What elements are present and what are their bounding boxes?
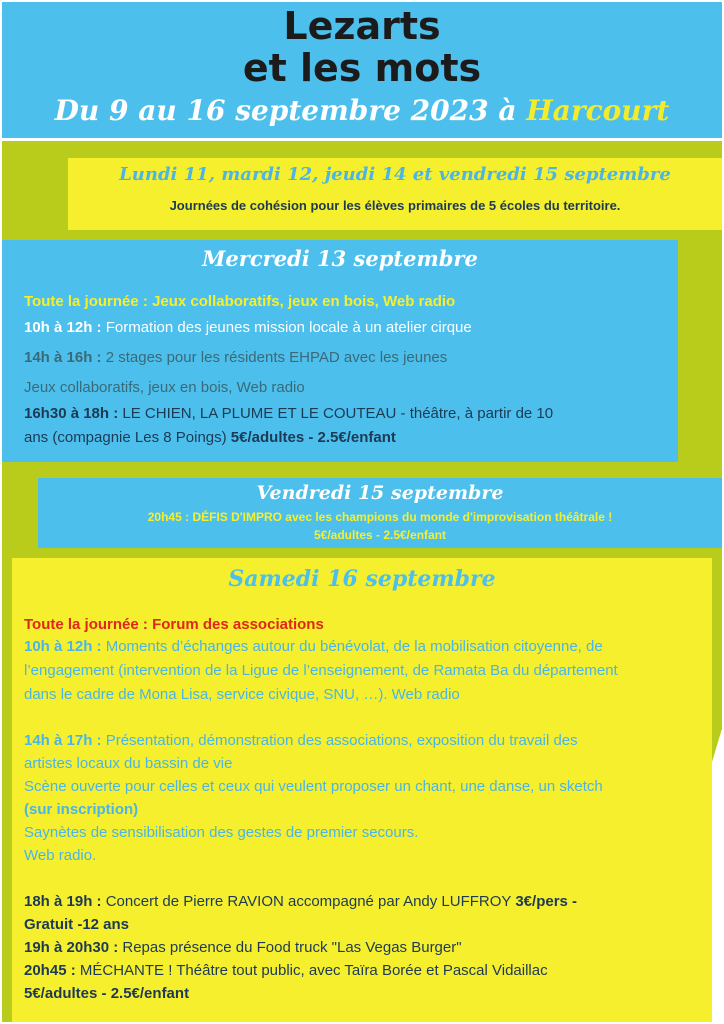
wednesday-slot3-line2 — [24, 428, 668, 448]
header-banner — [2, 2, 722, 141]
weekdays-section — [68, 158, 722, 230]
poster — [2, 2, 722, 1022]
wednesday-slot3 — [24, 404, 668, 424]
wednesday-section — [2, 240, 678, 462]
slot-text: Formation des jeunes mission locale à un atelier cirque — [101, 319, 472, 336]
saturday-slot3-line1 — [24, 891, 706, 913]
saturday-slot2-line2: artistes locaux du bassin de vie — [24, 755, 233, 772]
wednesday-slot2 — [24, 348, 668, 368]
slot-text: Moments d’échanges autour du bénévolat, de la mobilisation citoyenne, de — [101, 638, 603, 655]
slot-text: Présentation, démonstration des associations, exposition du travail des — [101, 732, 578, 749]
friday-price: 5€/adultes - 2.5€/enfant — [313, 528, 447, 542]
slot-text: 2 stages pour les résidents EHPAD avec les jeunes — [101, 349, 448, 366]
event-title-line2: et les mots — [242, 46, 482, 90]
dates-text: Du 9 au 16 septembre 2023 à — [54, 94, 527, 127]
wednesday-slot2-extra: Jeux collaboratifs, jeux en bois, Web radio — [24, 379, 305, 396]
saturday-all-day: Toute la journée : Forum des associations — [24, 616, 324, 633]
saturday-slot4 — [24, 937, 706, 959]
slot-text: MÉCHANTE ! Théâtre tout public, avec Taïra Borée et Pascal Vidaillac — [75, 962, 548, 979]
saturday-slot2-line1 — [24, 730, 706, 752]
slot-text: Repas présence du Food truck "Las Vegas Burger" — [118, 939, 462, 956]
slot-text: LE CHIEN, LA PLUME ET LE COUTEAU - théâtre, à partir de 10 — [122, 405, 554, 422]
saturday-slot1-line3: dans le cadre de Mona Lisa, service civique, SNU, …). Web radio — [24, 686, 460, 703]
friday-line1: 20h45 : DÉFIS D'IMPRO avec les champions du monde d'improvisation théâtrale ! — [147, 510, 613, 524]
saturday-slot2-line6: Web radio. — [24, 847, 97, 864]
wednesday-heading: Mercredi 13 septembre — [202, 246, 478, 271]
friday-section — [38, 478, 722, 548]
saturday-slot5-price: 5€/adultes - 2.5€/enfant — [24, 985, 190, 1002]
saturday-slot2-line3: Scène ouverte pour celles et ceux qui veulent proposer un chant, une danse, un sketch — [24, 778, 603, 795]
slot-time: 14h à 17h : — [24, 732, 102, 749]
saturday-heading: Samedi 16 septembre — [228, 566, 496, 592]
slot-time: 19h à 20h30 : — [24, 939, 119, 956]
saturday-slot5 — [24, 960, 706, 982]
event-dates — [2, 94, 722, 127]
slot-text: Concert de Pierre RAVION accompagné par Andy LUFFROY — [101, 893, 516, 910]
slot-time: 10h à 12h : — [24, 319, 102, 336]
saturday-slot1-line2: l’engagement (intervention de la Ligue de l’enseignement, de Ramata Ba du département — [24, 662, 618, 679]
saturday-slot2-line4: (sur inscription) — [24, 801, 139, 818]
place-name: Harcourt — [526, 94, 670, 127]
slot-time: 16h30 à 18h : — [24, 405, 123, 422]
wednesday-all-day: Toute la journée : Jeux collaboratifs, jeux en bois, Web radio — [24, 293, 456, 310]
weekdays-text: Journées de cohésion pour les élèves primaires de 5 écoles du territoire. — [169, 198, 621, 213]
slot-price: 5€/adultes - 2.5€/enfant — [230, 429, 396, 446]
slot-time: 20h45 : — [24, 962, 76, 979]
saturday-slot1-line1 — [24, 636, 706, 658]
weekdays-heading: Lundi 11, mardi 12, jeudi 14 et vendredi 15 septembre — [119, 164, 671, 185]
slot-time: 10h à 12h : — [24, 638, 102, 655]
slot-time: 14h à 16h : — [24, 349, 102, 366]
slot-price: 3€/pers - — [515, 893, 578, 910]
saturday-slot3-line2: Gratuit -12 ans — [24, 916, 130, 933]
slot-time: 18h à 19h : — [24, 893, 102, 910]
friday-heading: Vendredi 15 septembre — [256, 482, 504, 504]
slot-text: ans (compagnie Les 8 Poings) — [24, 429, 231, 446]
saturday-section — [12, 558, 712, 1022]
event-title-line1: Lezarts — [283, 4, 441, 48]
saturday-slot2-line5: Saynètes de sensibilisation des gestes de premier secours. — [24, 824, 419, 841]
wednesday-slot1 — [24, 318, 668, 338]
